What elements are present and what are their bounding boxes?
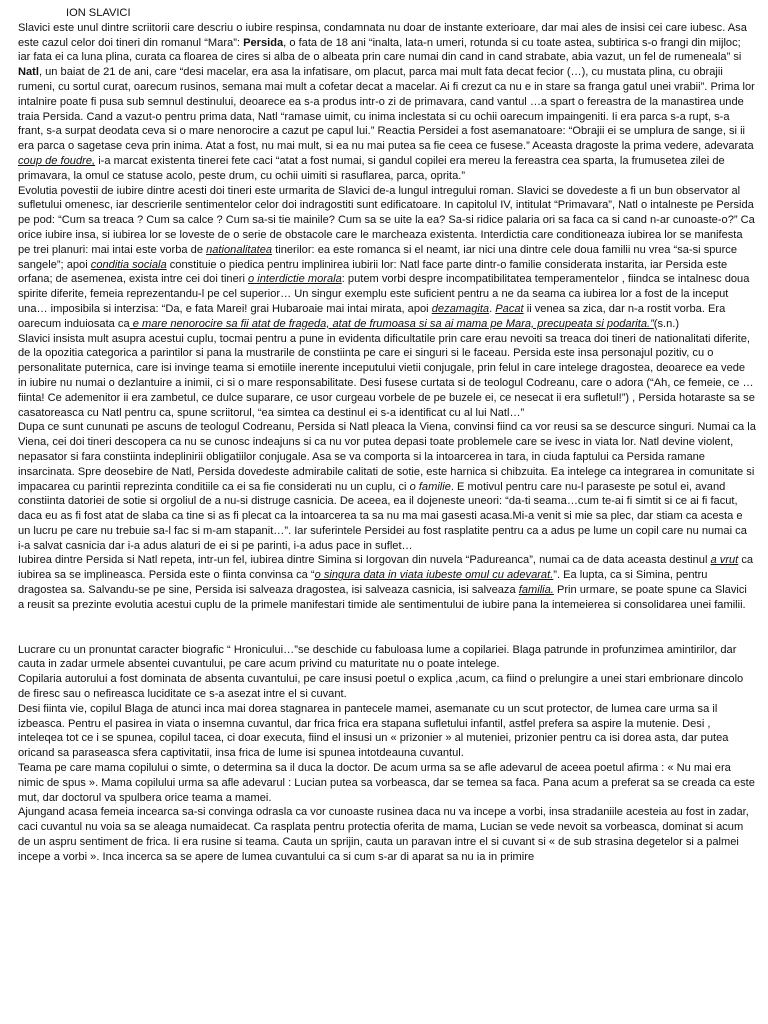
text-run: : putem vorbi despre incompatibilitatea temperamentelor , fiindca se intalnesc doua spirite diferite, femeia reprezentandu-l pe cel superior… Un singur exemplu este suficient pentru a ne da seama ca iubirea lor a fost de la inceput una… imposibila si interzisa: “Da, e fata Marei! grai Hubaroaie mai intai mirata, apoi: [18, 273, 750, 315]
paragraph: [18, 184, 756, 332]
text-run: ”. Ea lupta, ca si Simina, pentru dragostea sa. Salvandu-se pe sine, Persida isi salveaza dragostea, isi salveaza casnicia, isi salveaza: [18, 569, 708, 597]
document-heading: ION SLAVICI: [66, 7, 131, 19]
text-run: , o fata de 18 ani “inalta, lata-n umeri, rotunda si cu toate astea, subtirica s-o frangi din mijloc; iar fata ei ca luna plina, curata ca floarea de cires si alba de o albeata prin care numai din cand in cand strabate, abia vazut, un fel de rumeneala” si: [18, 36, 742, 64]
text-run: , un baiat de 21 de ani, care “desi macelar, era asa la infatisare, om placut, parca mai mult fata decat fecior (…), cu mustata plina, cu obrajii rumeni, cu sortul curat, oarecum rusinos, semana mai mult a cofetar decat a macelar. Ai fi crezut ca nu e in stare sa franga gatul unei vrabii”. Prima lor intalnire poate fi pusa sub semnul destinului, deoarece ea s-a produs intr-o zi de primavara, cand vantul …a spart o fereastra de la manastirea unde traia Persida. Cand a vazut-o pentru prima data, Natl “ramase uimit, cu inima inclestata si cu ochii oarecum impaingeniti. Ii era parca s-a rupt, s-a frant, s-a surpat deodata ceva si o mare nenorocire a cazut pe capul lui.” Reactia Persidei a fost asemanatoare: “Obrajii ei se umplura de sange, si ii era parca o sagetase ceva prin inima. Atat a fost, nu mai mult, si ea nu mai putea sa fie ceea ce fusese.” Aceasta dragoste la prima vedere, adevarata: [18, 66, 755, 153]
text-run: .: [489, 302, 496, 315]
slavici-essay-section: [18, 21, 756, 613]
text-run: Prin urmare, se poate spune ca Slavici a reusit sa prezinte evolutia acestui cuplu de la primele manifestari timide ale sentimentului de iubire pana la intemeierea si consolidarea unei familii.: [18, 584, 747, 611]
paragraph: [18, 420, 756, 553]
text-run: e mare nenorocire sa fii atat de frageda, atat de frumoasa si sa ai mama pe Mara, precupeata si podarita.”: [129, 317, 654, 330]
text-run: Evolutia povestii de iubire dintre acesti doi tineri este urmarita de Slavici de-a lungul intregului roman. Slavici se dovedeste a fi un bun observator al sufletului omenesc, iar descrierile sentimentelor celor doi indragostiti sunt edificatoare. In capitolul IV, intitulat “Primavara”, Natl o intalneste pe Persida pe pod: “Cum sa treaca ? Cum sa calce ? Cum sa-si tie mainile? Cum sa se uite la ea? Sa-si ridice palaria ori sa faca ca si cand n-ar cunoaste-o?” Ca orice iubire insa, si iubirea lor se loveste de o serie de obstacole care le marcheaza existenta. Interdictia care conditioneaza iubirea lor se manifesta pe trei planuri: mai intai este vorba de: [18, 184, 755, 256]
text-run: o interdictie morala: [248, 273, 342, 286]
paragraph: [18, 332, 756, 421]
text-run: dezamagita: [431, 302, 490, 315]
text-run: ii venea sa zica, dar n-a rostit vorba. Era oarecum induiosata ca: [18, 302, 726, 330]
paragraph: Copilaria autorului a fost dominata de absenta cuvantului, pe care insusi poetul o explica ,acum, ca fiind o prelungire a unei stari embrionare dincolo de firesc sau o nefireasca luciditate ce s-a asezat intre el si cuvant.: [18, 673, 744, 701]
text-run: o familie: [409, 480, 451, 493]
text-run: ca iubirea sa se implineasca. Persida este o fiinta convinsa ca “: [18, 554, 754, 582]
paragraph: Lucrare cu un pronuntat caracter biografic “ Hronicului…”se deschide cu fabuloasa lume a copilariei. Blaga patrunde in profunzimea amintirilor, dar cauta in zadar urmele absentei cuvantului, pe care acum privind cu maturitate nu o poate intelege.: [18, 643, 737, 671]
paragraph: Desi fiinta vie, copilul Blaga de atunci inca mai dorea stagnarea in pantecele mamei, asemanate cu un scut protector, de lumea care urma sa il izbeasca. Pentru el pasirea in viata o insemna cuvantul, dar frica frica era stapana sufletului infantil, astfel prefera sa aspire la mutenie. Desi , inteleqea tot ce i se spunea, copilul tacea, ci doar executa, fiind el insusi un « prizonier » al muteniei, prizonier pentru ca isi dorea asta, dar putea oricand sa paraseasca sfera captivitatii, insa frica de lume isi spunea intotdeauna cuvantul.: [18, 702, 729, 760]
text-run: tinerilor: ea este romanca si el neamt, iar nici una dintre cele doua familii nu vrea “sa-si spurce sangele”; apoi: [18, 243, 738, 271]
text-run: Persida: [243, 36, 284, 49]
text-run: coup de foudre,: [18, 154, 96, 167]
text-run: Dupa ce sunt cununati pe ascuns de teologul Codreanu, Persida si Natl pleaca la Viena, convinsi fiind ca vor reusi sa se descurce singuri. Numai ca la Viena, cei doi tineri descopera ca nu se cunosc indeajuns si ca nu vor putea depasi toate problemele care se ivesc in viata lor. Natl devine violent, nepasator si fara constiinta indeplinirii obligatiilor conjugale. Asa se va comporta si la intoarcerea in tara, in ciuda faptului ca Persida ramane insarcinata. Spre deosebire de Natl, Persida dovedeste admirabile calitati de sotie, este harnica si chibzuita. Ea intelege ca integrarea in comunitate si impacarea cu parintii reprezinta conditiile ca ei sa fie considerati nu un cuplu, ci: [18, 421, 756, 493]
text-run: Slavici este unul dintre scriitorii care descriu o iubire respinsa, condamnata nu doar de instante exterioare, dar mai ales de insisi cei care iubesc. Asa este cazul celor doi tineri din romanul “Mara”:: [18, 21, 747, 49]
text-run: familia.: [518, 584, 554, 597]
paragraph: Teama pe care mama copilului o simte, o determina sa il duca la doctor. De acum urma sa se afle adevarul de aceea poetul afirma : « Nu mai era nimic de spus ». Mama copilului urma sa afle adevarul : Lucian putea sa vorbeasca, dar se temea sa faca. Pana acum a preferat sa se creada ca este mut, dar doctorul va spulbera orice teama a mamei.: [18, 762, 755, 804]
text-run: i-a marcat existenta tinerei fete caci “atat a fost numai, si gandul copilei era mereu la fereastra cea sparta, la frumusetea zilei de primavara, la omul ce statuse acolo, peste drum, cu ochii uimiti si rasuflarea, parca, oprita.”: [18, 154, 725, 182]
text-run: Natl: [18, 66, 39, 79]
text-run: conditia sociala: [90, 258, 167, 271]
text-run: o singura data in viata iubeste omul cu adevarat.: [314, 569, 554, 582]
paragraph: [18, 21, 756, 184]
text-run: constituie o piedica pentru implinirea iubirii lor: Natl face parte dintr-o familie considerata instarita, iar Persida este orfana; de asemenea, exista intre cei doi tineri: [18, 258, 728, 286]
text-run: a vrut: [710, 554, 739, 567]
text-run: Iubirea dintre Persida si Natl repeta, intr-un fel, iubirea dintre Simina si Iorgovan din nuvela “Padureanca”, numai ca de data aceasta destinul: [18, 554, 711, 567]
text-run: . E motivul pentru care nu-l paraseste pe sotul ei, avand constiinta datoriei de sotie si orgoliul de a nu-si distruge casnicia. De aceea, ea il dojeneste uneori: “da-ti seama…cum te-ai fi simtit si ce ai fi facut, daca eu as fi fost atat de slaba ca tine si as fi plecat ca la intoarcerea ta sa nu ma mai gasesti acasa.Mi-a venit si mie sa plec, dar stiam ca acesta e un lucru pe care nu trebuie sa-l fac si m-am stapanit…”. Iar suferintele Persidei au fost rasplatite pentru ca a adus pe lume un copil care nu numai ca i-a salvat casnicia dar i-a adus alaturi de ei si pe parinti, i-a adus pace in suflet…: [18, 480, 747, 552]
paragraph: [18, 553, 756, 612]
text-run: Pacat: [495, 302, 524, 315]
text-run: Slavici insista mult asupra acestui cuplu, tocmai pentru a pune in evidenta dificultatile prin care erau nevoiti sa treaca doi tineri de nationalitati diferite, de la opozitia categorica a parintilor si pana la mustrarile de constiinta pe care ei singuri si le faceau. Persida este insa personajul pozitiv, cu o personalitate puternica, care isi invinge teama si emotiile inerente inceputului vietii conjugale, prin felul in care intelege dragostea, deoarece ea vede in iubire nu numai o dezlantuire a inimii, ci si o mare responsabilitate. Desi fusese curtata si de teologul Codreanu, care o adora (“Ah, ce femeie, ce …fiinta! Ce ademenitor ii era zambetul, ce dulce suparare, ce usor curgeau vorbele de pe buzele ei, ce nesecat ii era sufletul!”) , Persida hotaraste sa se casatoreasca cu Natl pentru ca, spune scriitorul, “ea simtea ca destinul ei s-a identificat cu al lui Natl…”: [18, 332, 755, 419]
blaga-essay-section: [18, 643, 756, 865]
text-run: (s.n.): [653, 317, 680, 330]
paragraph: Ajungand acasa femeia incearca sa-si convinga odrasla ca vor cunoaste rusinea daca nu va incepe a vorbi, insa stradaniile acesteia au fost in zadar, caci cuvantul nu voia sa se aleaga numaidecat. Ca rasplata pentru protectia oferita de mama, Lucian se vede nevoit sa vorbeasca, dominat si acum de un aspru sentiment de frica. Ii era rusine si teama. Cauta un sprijin, cauta un paravan intre el si cuvant si « de sub strasina degetelor si a palmei incepe a vorbi ». Inca incerca sa se apere de lumea cuvantului ca si cum s-ar di aparat sa nu ia in primire: [18, 806, 749, 863]
section-gap: [18, 613, 756, 643]
text-run: nationalitatea: [206, 243, 273, 256]
